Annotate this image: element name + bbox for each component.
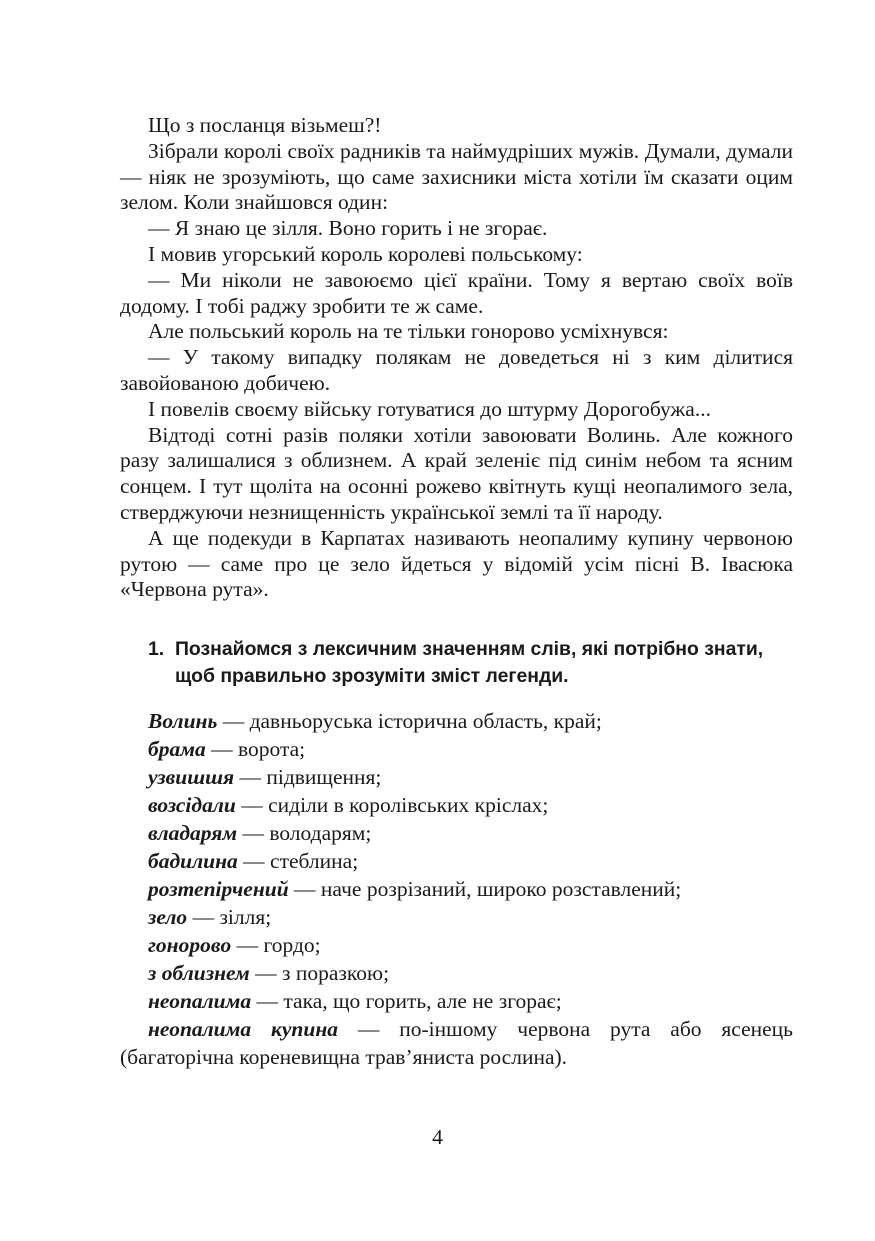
glossary-definition: — по-іншому червона рута або ясенець (багаторічна кореневищна трав’яниста рослина). [120, 1017, 793, 1070]
glossary-entry [120, 875, 793, 903]
story-paragraph: Але польський король на те тільки гоноровo усміхнувся: [148, 319, 669, 344]
glossary-term: возсідали [148, 793, 236, 818]
glossary-entry [120, 903, 793, 931]
story-paragraph: — У такому випадку полякам не доведеться ні з ким ділитися завойованою добичею. [120, 345, 793, 395]
glossary-definition: — підвищення; [234, 765, 382, 790]
glossary-term: узвишшя [148, 765, 235, 790]
glossary-entry [120, 735, 793, 763]
story-paragraph: А ще подекуди в Карпатах називають неопалиму купину червоною рутою — саме про це зело йдеться у відомій усім пісні В. Івасюка «Червона рута». [120, 525, 793, 602]
story-paragraph: Відтоді сотні разів поляки хотіли завоювати Волинь. Але кожного разу залишалися з облизнем. А край зеленіє під синім небом та ясним сонцем. І тут щоліта на осонні рожево квітнуть кущі неопалимого зела, стверджуючи незнищенність української землі та її народу. [120, 422, 793, 524]
legend-text [120, 113, 793, 603]
glossary-term: неопалима [148, 989, 252, 1014]
glossary-definition: — гордо; [231, 933, 321, 958]
glossary-definition: — давньоруська історична область, край; [217, 709, 602, 734]
glossary-entry [120, 791, 793, 819]
glossary-term: брама [148, 737, 206, 762]
glossary-definition: — володарям; [237, 821, 372, 846]
glossary-entry [120, 931, 793, 959]
task-heading [120, 636, 793, 690]
glossary-term: неопалима купина [148, 1017, 339, 1042]
page-content [120, 113, 793, 1071]
story-paragraph: І мовив угорський король королеві польському: [148, 241, 583, 266]
story-paragraph: — Ми ніколи не завоюємо цієї країни. Тому я вертаю своїх воїв додому. І тобі раджу зробити те ж саме. [120, 267, 793, 318]
task-number: 1. [148, 638, 165, 661]
glossary-entry [120, 959, 793, 987]
glossary-definition: — наче розрізаний, широко розставлений; [288, 877, 682, 902]
glossary-entry [120, 819, 793, 847]
glossary-term: розтепірчений [148, 877, 289, 902]
glossary-entry [120, 1015, 793, 1071]
glossary-definition: — з поразкою; [249, 961, 390, 986]
glossary-term: з облизнем [148, 961, 250, 986]
story-paragraph: Що з посланця візьмеш?! [148, 113, 382, 137]
glossary-definition: — ворота; [205, 737, 306, 762]
story-paragraph: — Я знаю це зілля. Воно горить і не згорає. [148, 216, 548, 241]
glossary-entry [120, 847, 793, 875]
glossary-term: зело [148, 905, 188, 930]
story-paragraph: І повелів своєму війську готуватися до штурму Дорогобужа... [148, 396, 711, 421]
glossary-entry [120, 763, 793, 791]
glossary-entry [120, 987, 793, 1015]
glossary-term: гоноровo [148, 933, 232, 958]
task-text: Познайомся з лексичним значенням слів, які потрібно знати, щоб правильно зрозуміти зміст легенди. [175, 638, 764, 688]
story-paragraph: Зібрали королі своїх радників та наймудріших мужів. Думали, думали — ніяк не зрозуміють, що саме захисники міста хотіли їм сказати оцим зелом. Коли знайшовся один: [120, 138, 793, 215]
glossary-entry [120, 707, 793, 735]
glossary-definition: — така, що горить, але не згорає; [251, 989, 562, 1014]
glossary-list [120, 707, 793, 1071]
page-number: 4 [432, 1125, 443, 1149]
glossary-definition: — зілля; [187, 905, 272, 930]
glossary-term: Волинь [148, 709, 218, 734]
glossary-term: владарям [148, 821, 238, 846]
glossary-definition: — стеблина; [237, 849, 359, 874]
glossary-definition: — сиділи в королівських кріслах; [235, 793, 549, 818]
glossary-term: бадилина [148, 849, 238, 874]
